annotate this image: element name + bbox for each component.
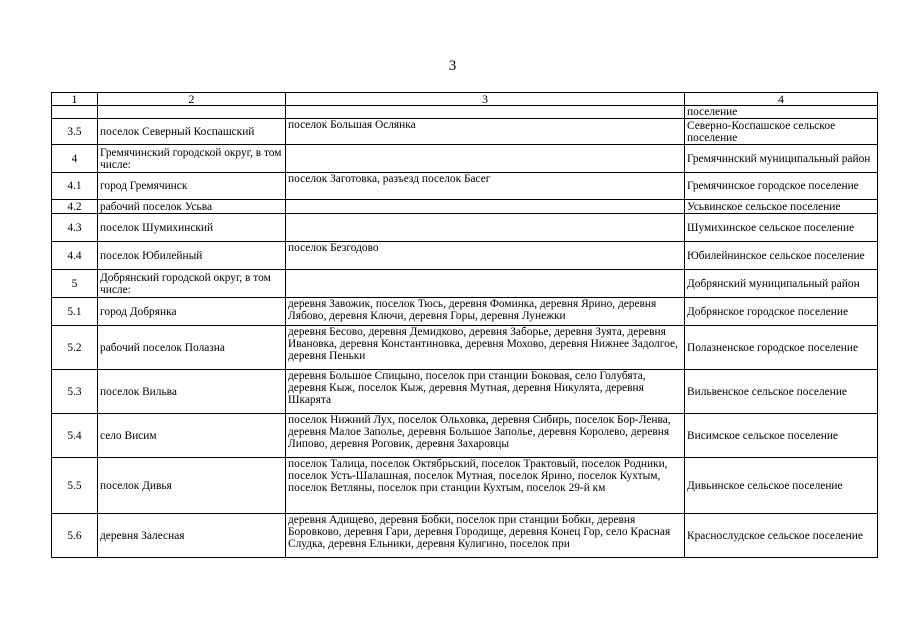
table-row [52, 242, 878, 270]
settlement-name: Гремячинский городской округ, в том числе: [98, 145, 286, 173]
settlement-name: рабочий поселок Усьва [98, 200, 286, 214]
municipal-unit: Вильвенское сельское поселение [685, 370, 878, 414]
settlement-name: город Гремячинск [98, 173, 286, 200]
included-settlements: деревня Адищево, деревня Бобки, поселок при станции Бобки, деревня Боровково, деревня Гари, деревня Городище, деревня Конец Гор, село Красная Слудка, деревня Ельники, деревня Кулигино, поселок при [286, 514, 685, 558]
settlement-name: село Висим [98, 414, 286, 458]
included-settlements [286, 200, 685, 214]
row-number: 5.4 [52, 414, 98, 458]
municipal-unit: Усьвинское сельское поселение [685, 200, 878, 214]
included-settlements [286, 214, 685, 242]
municipal-unit: Добрянский муниципальный район [685, 270, 878, 298]
municipal-unit: Юбилейнинское сельское поселение [685, 242, 878, 270]
municipal-unit: Гремячинский муниципальный район [685, 145, 878, 173]
included-settlements: поселок Большая Ослянка [286, 119, 685, 145]
included-settlements: деревня Бесово, деревня Демидково, деревня Заборье, деревня Зуята, деревня Ивановка, деревня Константиновка, деревня Мохово, деревня Нижнее Задолгое, деревня Пеньки [286, 326, 685, 370]
settlement-name: деревня Залесная [98, 514, 286, 558]
row-number: 4 [52, 145, 98, 173]
settlement-name: поселок Шумихинский [98, 214, 286, 242]
table-row [52, 106, 878, 119]
included-settlements: деревня Большое Спицыно, поселок при станции Боковая, село Голубята, деревня Кыж, поселок Кыж, деревня Мутная, деревня Никулята, деревня Шкарята [286, 370, 685, 414]
settlement-name: Добрянский городской округ, в том числе: [98, 270, 286, 298]
municipal-unit: Краснослудское сельское поселение [685, 514, 878, 558]
table-row [52, 200, 878, 214]
table-row [52, 298, 878, 326]
column-header: 3 [286, 93, 685, 106]
row-number: 5.6 [52, 514, 98, 558]
included-settlements: поселок Заготовка, разъезд поселок Басег [286, 173, 685, 200]
settlements-table [51, 92, 878, 558]
included-settlements [286, 270, 685, 298]
row-number: 4.2 [52, 200, 98, 214]
municipal-unit: Северно-Коспашское сельское поселение [685, 119, 878, 145]
column-header: 1 [52, 93, 98, 106]
table-row [52, 370, 878, 414]
column-header: 2 [98, 93, 286, 106]
row-number: 3.5 [52, 119, 98, 145]
settlement-name: поселок Вильва [98, 370, 286, 414]
settlement-name: поселок Дивья [98, 458, 286, 514]
table-header-row [52, 93, 878, 106]
settlement-name: рабочий поселок Полазна [98, 326, 286, 370]
table-row [52, 514, 878, 558]
table-row [52, 173, 878, 200]
settlement-name [98, 106, 286, 119]
municipal-unit: Гремячинское городское поселение [685, 173, 878, 200]
column-header: 4 [685, 93, 878, 106]
row-number: 4.3 [52, 214, 98, 242]
row-number: 4.1 [52, 173, 98, 200]
table-row [52, 145, 878, 173]
settlement-name: город Добрянка [98, 298, 286, 326]
included-settlements: поселок Нижний Лух, поселок Ольховка, деревня Сибирь, поселок Бор-Ленва, деревня Малое Заполье, деревня Большое Заполье, деревня Королево, деревня Липово, деревня Роговик, деревня Захаровцы [286, 414, 685, 458]
table-row [52, 326, 878, 370]
included-settlements: деревня Завожик, поселок Тюсь, деревня Фоминка, деревня Ярино, деревня Лябово, деревня Ключи, деревня Горы, деревня Лунежки [286, 298, 685, 326]
table-row [52, 458, 878, 514]
municipal-unit: Шумихинское сельское поселение [685, 214, 878, 242]
row-number: 5.2 [52, 326, 98, 370]
row-number: 5.5 [52, 458, 98, 514]
included-settlements [286, 106, 685, 119]
table-row [52, 214, 878, 242]
table-row [52, 414, 878, 458]
row-number: 5 [52, 270, 98, 298]
included-settlements [286, 145, 685, 173]
included-settlements: поселок Безгодово [286, 242, 685, 270]
row-number [52, 106, 98, 119]
settlement-name: поселок Северный Коспашский [98, 119, 286, 145]
settlement-name: поселок Юбилейный [98, 242, 286, 270]
row-number: 4.4 [52, 242, 98, 270]
row-number: 5.3 [52, 370, 98, 414]
table-row [52, 119, 878, 145]
page-number: 3 [448, 58, 457, 74]
municipal-unit: Висимское сельское поселение [685, 414, 878, 458]
municipal-unit: Полазненское городское поселение [685, 326, 878, 370]
municipal-unit: Дивьинское сельское поселение [685, 458, 878, 514]
municipal-unit: Добрянское городское поселение [685, 298, 878, 326]
included-settlements: поселок Талица, поселок Октябрьский, поселок Трактовый, поселок Родники, поселок Усть-Шалашная, поселок Мутная, поселок Ярино, поселок Кухтым, поселок Ветляны, поселок при станции Кухтым, поселок 29-й км [286, 458, 685, 514]
row-number: 5.1 [52, 298, 98, 326]
table-row [52, 270, 878, 298]
municipal-unit: поселение [685, 106, 878, 119]
